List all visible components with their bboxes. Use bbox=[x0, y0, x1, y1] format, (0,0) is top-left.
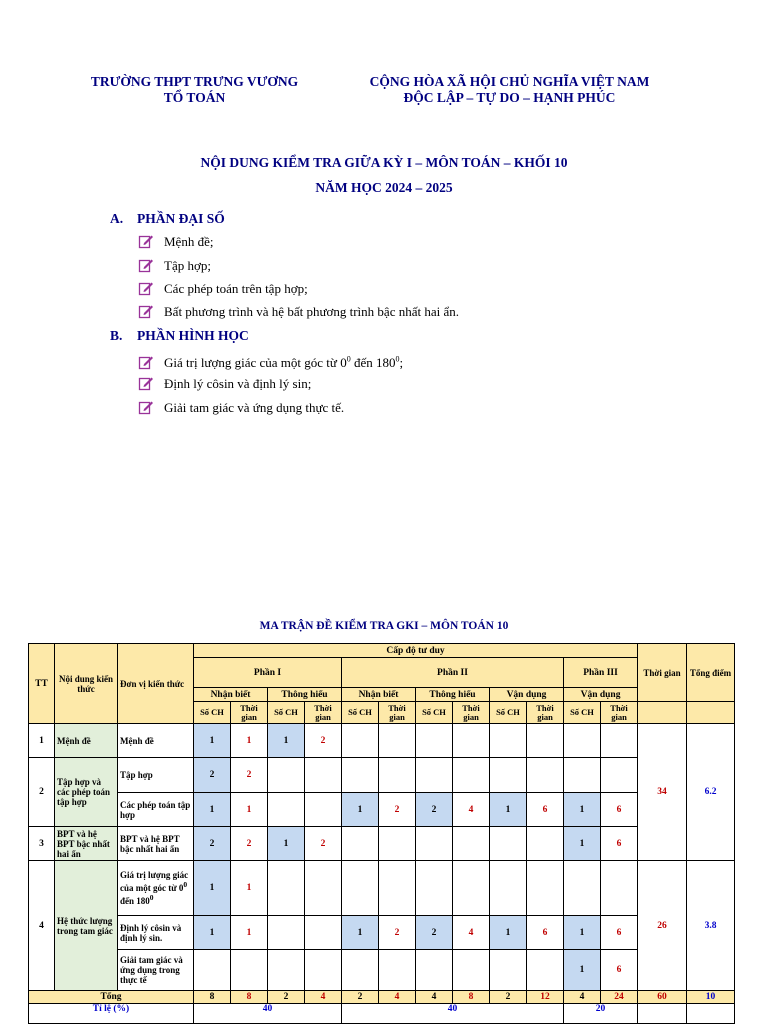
section-b-title: PHẦN HÌNH HỌC bbox=[137, 328, 249, 343]
empty-cell bbox=[453, 724, 490, 758]
question-count: 2 bbox=[194, 827, 231, 861]
header-part-2: Phần II bbox=[342, 658, 564, 688]
total-cell: 10 bbox=[687, 991, 735, 1004]
empty-cell bbox=[342, 758, 379, 793]
question-count: 1 bbox=[194, 724, 231, 758]
header-recognition: Nhận biết bbox=[342, 688, 416, 702]
empty-cell bbox=[601, 758, 638, 793]
section-a-item bbox=[138, 233, 213, 251]
question-count: 1 bbox=[194, 793, 231, 827]
empty-cell bbox=[268, 793, 305, 827]
row-number: 4 bbox=[29, 861, 55, 991]
pencil-edit-icon bbox=[138, 303, 154, 319]
ratio-part-1: 40 bbox=[194, 1004, 342, 1024]
ratio-row bbox=[29, 1004, 735, 1024]
header-content: Nội dung kiến thức bbox=[55, 644, 118, 724]
empty-cell bbox=[342, 724, 379, 758]
total-cell: 4 bbox=[564, 991, 601, 1004]
pencil-edit-icon bbox=[138, 257, 154, 273]
header-unit: Đơn vị kiến thức bbox=[118, 644, 194, 724]
empty-cell bbox=[379, 950, 416, 991]
header-thinking-level: Cấp độ tư duy bbox=[194, 644, 638, 658]
empty-cell bbox=[687, 1004, 735, 1024]
question-count: 1 bbox=[342, 916, 379, 950]
empty-cell bbox=[305, 793, 342, 827]
time-value: 1 bbox=[231, 861, 268, 916]
header-question-count: Số CH bbox=[416, 702, 453, 724]
question-count: 1 bbox=[564, 827, 601, 861]
item-label: Các phép toán trên tập hợp; bbox=[164, 281, 308, 296]
question-count: 1 bbox=[342, 793, 379, 827]
unit-cell: Các phép toán tập hợp bbox=[118, 793, 194, 827]
question-count: 1 bbox=[490, 916, 527, 950]
document-title: NỘI DUNG KIỂM TRA GIỮA KỲ I – MÔN TOÁN – KHỐI 10 bbox=[200, 155, 568, 170]
ratio-label: Tỉ lệ (%) bbox=[29, 1004, 194, 1024]
empty-cell bbox=[453, 758, 490, 793]
section-a-item bbox=[138, 303, 459, 321]
exam-matrix-table bbox=[28, 643, 735, 1024]
item-label: Mệnh đề; bbox=[164, 234, 214, 249]
empty-cell bbox=[564, 861, 601, 916]
question-count: 1 bbox=[268, 724, 305, 758]
unit-cell: Tập hợp bbox=[118, 758, 194, 793]
total-cell: 2 bbox=[268, 991, 305, 1004]
pencil-edit-icon bbox=[138, 354, 154, 370]
time-value: 6 bbox=[527, 916, 564, 950]
total-cell: 8 bbox=[231, 991, 268, 1004]
time-value: 6 bbox=[601, 950, 638, 991]
total-cell: 8 bbox=[194, 991, 231, 1004]
unit-cell: Định lý côsin và định lý sin. bbox=[118, 916, 194, 950]
empty-cell bbox=[305, 916, 342, 950]
total-cell: 24 bbox=[601, 991, 638, 1004]
total-cell: 2 bbox=[490, 991, 527, 1004]
header-part-1: Phần I bbox=[194, 658, 342, 688]
time-value: 4 bbox=[453, 916, 490, 950]
header-question-count: Số CH bbox=[564, 702, 601, 724]
time-value: 2 bbox=[379, 793, 416, 827]
time-total-geometry: 26 bbox=[638, 861, 687, 991]
empty-cell bbox=[453, 861, 490, 916]
header-total-score: Tổng điểm bbox=[687, 644, 735, 702]
pencil-edit-icon bbox=[138, 399, 154, 415]
table-row bbox=[29, 827, 735, 861]
empty-cell bbox=[268, 916, 305, 950]
question-count: 1 bbox=[490, 793, 527, 827]
empty-cell bbox=[379, 861, 416, 916]
item-label: Giá trị lượng giác của một góc từ $0^0$ đến $180^0$; bbox=[164, 355, 404, 371]
empty-cell bbox=[527, 724, 564, 758]
question-count: 2 bbox=[416, 916, 453, 950]
empty-cell bbox=[379, 724, 416, 758]
empty-cell bbox=[564, 758, 601, 793]
time-value: 2 bbox=[379, 916, 416, 950]
national-header bbox=[352, 74, 667, 106]
time-value: 6 bbox=[527, 793, 564, 827]
table-row bbox=[29, 950, 735, 991]
total-cell: 4 bbox=[379, 991, 416, 1004]
empty-cell bbox=[490, 758, 527, 793]
item-label: Giải tam giác và ứng dụng thực tế. bbox=[164, 400, 345, 415]
pencil-edit-icon bbox=[138, 375, 154, 391]
table-row bbox=[29, 916, 735, 950]
header-time-sub: Thời gian bbox=[231, 702, 268, 724]
score-total-algebra: 6.2 bbox=[687, 724, 735, 861]
time-value: 1 bbox=[231, 724, 268, 758]
question-count: 1 bbox=[564, 950, 601, 991]
total-label: Tổng bbox=[29, 991, 194, 1004]
section-b-letter: B. bbox=[110, 328, 123, 343]
question-count: 2 bbox=[416, 793, 453, 827]
empty-cell bbox=[416, 950, 453, 991]
empty-cell bbox=[416, 758, 453, 793]
item-label: Định lý côsin và định lý sin; bbox=[164, 376, 312, 391]
empty-cell bbox=[453, 950, 490, 991]
topic-cell: Hệ thức lượng trong tam giác bbox=[55, 861, 118, 991]
empty-cell bbox=[268, 950, 305, 991]
empty-cell bbox=[268, 758, 305, 793]
empty-cell bbox=[194, 950, 231, 991]
table-row bbox=[29, 793, 735, 827]
section-b-heading bbox=[110, 328, 249, 344]
table-row bbox=[29, 758, 735, 793]
empty-cell bbox=[527, 950, 564, 991]
total-cell: 4 bbox=[416, 991, 453, 1004]
total-cell: 60 bbox=[638, 991, 687, 1004]
total-cell: 4 bbox=[305, 991, 342, 1004]
empty-cell bbox=[490, 724, 527, 758]
header-time-sub: Thời gian bbox=[527, 702, 564, 724]
school-header bbox=[72, 74, 317, 106]
empty-cell bbox=[305, 861, 342, 916]
section-a-heading bbox=[110, 211, 225, 227]
time-value: 6 bbox=[601, 916, 638, 950]
empty-cell bbox=[416, 724, 453, 758]
header-blank bbox=[638, 702, 687, 724]
time-value: 6 bbox=[601, 827, 638, 861]
score-total-geometry: 3.8 bbox=[687, 861, 735, 991]
total-row bbox=[29, 991, 735, 1004]
item-label: Bất phương trình và hệ bất phương trình bậc nhất hai ẩn. bbox=[164, 304, 459, 319]
header-time-sub: Thời gian bbox=[601, 702, 638, 724]
question-count: 1 bbox=[194, 861, 231, 916]
section-a-item bbox=[138, 280, 308, 298]
header-question-count: Số CH bbox=[194, 702, 231, 724]
question-count: 1 bbox=[268, 827, 305, 861]
table-row bbox=[29, 861, 735, 916]
empty-cell bbox=[601, 861, 638, 916]
question-count: 2 bbox=[194, 758, 231, 793]
header-comprehension: Thông hiểu bbox=[416, 688, 490, 702]
header-blank bbox=[687, 702, 735, 724]
header-time-sub: Thời gian bbox=[453, 702, 490, 724]
unit-cell: Mệnh đề bbox=[118, 724, 194, 758]
total-cell: 12 bbox=[527, 991, 564, 1004]
time-value: 4 bbox=[453, 793, 490, 827]
header-application: Vận dụng bbox=[564, 688, 638, 702]
header-question-count: Số CH bbox=[268, 702, 305, 724]
section-a-title: PHẦN ĐẠI SỐ bbox=[137, 211, 225, 226]
table-row bbox=[29, 724, 735, 758]
time-value: 2 bbox=[305, 827, 342, 861]
topic-cell: Tập hợp và các phép toán tập hợp bbox=[55, 758, 118, 827]
header-application: Vận dụng bbox=[490, 688, 564, 702]
header-time: Thời gian bbox=[638, 644, 687, 702]
department-name: TỔ TOÁN bbox=[163, 90, 226, 105]
empty-cell bbox=[342, 950, 379, 991]
ratio-part-3: 20 bbox=[564, 1004, 638, 1024]
header-comprehension: Thông hiểu bbox=[268, 688, 342, 702]
section-a-letter: A. bbox=[110, 211, 124, 226]
empty-cell bbox=[379, 758, 416, 793]
empty-cell bbox=[527, 827, 564, 861]
empty-cell bbox=[490, 950, 527, 991]
header-question-count: Số CH bbox=[342, 702, 379, 724]
row-number: 2 bbox=[29, 758, 55, 827]
time-value: 1 bbox=[231, 793, 268, 827]
empty-cell bbox=[342, 827, 379, 861]
empty-cell bbox=[379, 827, 416, 861]
school-name: TRƯỜNG THPT TRƯNG VƯƠNG bbox=[90, 74, 299, 89]
empty-cell bbox=[268, 861, 305, 916]
section-b-item bbox=[138, 375, 311, 393]
empty-cell bbox=[416, 827, 453, 861]
ratio-part-2: 40 bbox=[342, 1004, 564, 1024]
unit-cell: BPT và hệ BPT bậc nhất hai ẩn bbox=[118, 827, 194, 861]
unit-cell: Giá trị lượng giác của một góc từ $0^0$ đến $180^0$ bbox=[118, 861, 194, 916]
header-tt: TT bbox=[29, 644, 55, 724]
item-label: Tập hợp; bbox=[164, 258, 211, 273]
row-number: 3 bbox=[29, 827, 55, 861]
empty-cell bbox=[527, 758, 564, 793]
total-cell: 8 bbox=[453, 991, 490, 1004]
empty-cell bbox=[527, 861, 564, 916]
section-a-item bbox=[138, 257, 211, 275]
time-value: 2 bbox=[231, 758, 268, 793]
header-recognition: Nhận biết bbox=[194, 688, 268, 702]
time-value: 6 bbox=[601, 793, 638, 827]
nation-name: CỘNG HÒA XÃ HỘI CHỦ NGHĨA VIỆT NAM bbox=[369, 74, 650, 89]
header-time-sub: Thời gian bbox=[379, 702, 416, 724]
total-cell: 2 bbox=[342, 991, 379, 1004]
empty-cell bbox=[342, 861, 379, 916]
time-value: 2 bbox=[305, 724, 342, 758]
time-value: 2 bbox=[231, 827, 268, 861]
empty-cell bbox=[305, 950, 342, 991]
question-count: 1 bbox=[564, 916, 601, 950]
time-total-algebra: 34 bbox=[638, 724, 687, 861]
time-value: 1 bbox=[231, 916, 268, 950]
matrix-title: MA TRẬN ĐỀ KIỂM TRA GKI – MÔN TOÁN 10 bbox=[259, 620, 509, 632]
topic-cell: BPT và hệ BPT bậc nhất hai ẩn bbox=[55, 827, 118, 861]
school-year: NĂM HỌC 2024 – 2025 bbox=[315, 180, 453, 195]
section-b-item bbox=[138, 351, 403, 369]
header-time-sub: Thời gian bbox=[305, 702, 342, 724]
empty-cell bbox=[231, 950, 268, 991]
empty-cell bbox=[305, 758, 342, 793]
empty-cell bbox=[453, 827, 490, 861]
pencil-edit-icon bbox=[138, 233, 154, 249]
unit-cell: Giải tam giác và ứng dụng trong thực tế bbox=[118, 950, 194, 991]
empty-cell bbox=[416, 861, 453, 916]
section-b-item bbox=[138, 399, 344, 417]
empty-cell bbox=[564, 724, 601, 758]
topic-cell: Mệnh đề bbox=[55, 724, 118, 758]
question-count: 1 bbox=[194, 916, 231, 950]
empty-cell bbox=[638, 1004, 687, 1024]
pencil-edit-icon bbox=[138, 280, 154, 296]
empty-cell bbox=[490, 861, 527, 916]
empty-cell bbox=[601, 724, 638, 758]
row-number: 1 bbox=[29, 724, 55, 758]
header-question-count: Số CH bbox=[490, 702, 527, 724]
national-motto: ĐỘC LẬP – TỰ DO – HẠNH PHÚC bbox=[403, 90, 616, 105]
question-count: 1 bbox=[564, 793, 601, 827]
empty-cell bbox=[490, 827, 527, 861]
header-part-3: Phần III bbox=[564, 658, 638, 688]
header-row bbox=[29, 644, 735, 658]
